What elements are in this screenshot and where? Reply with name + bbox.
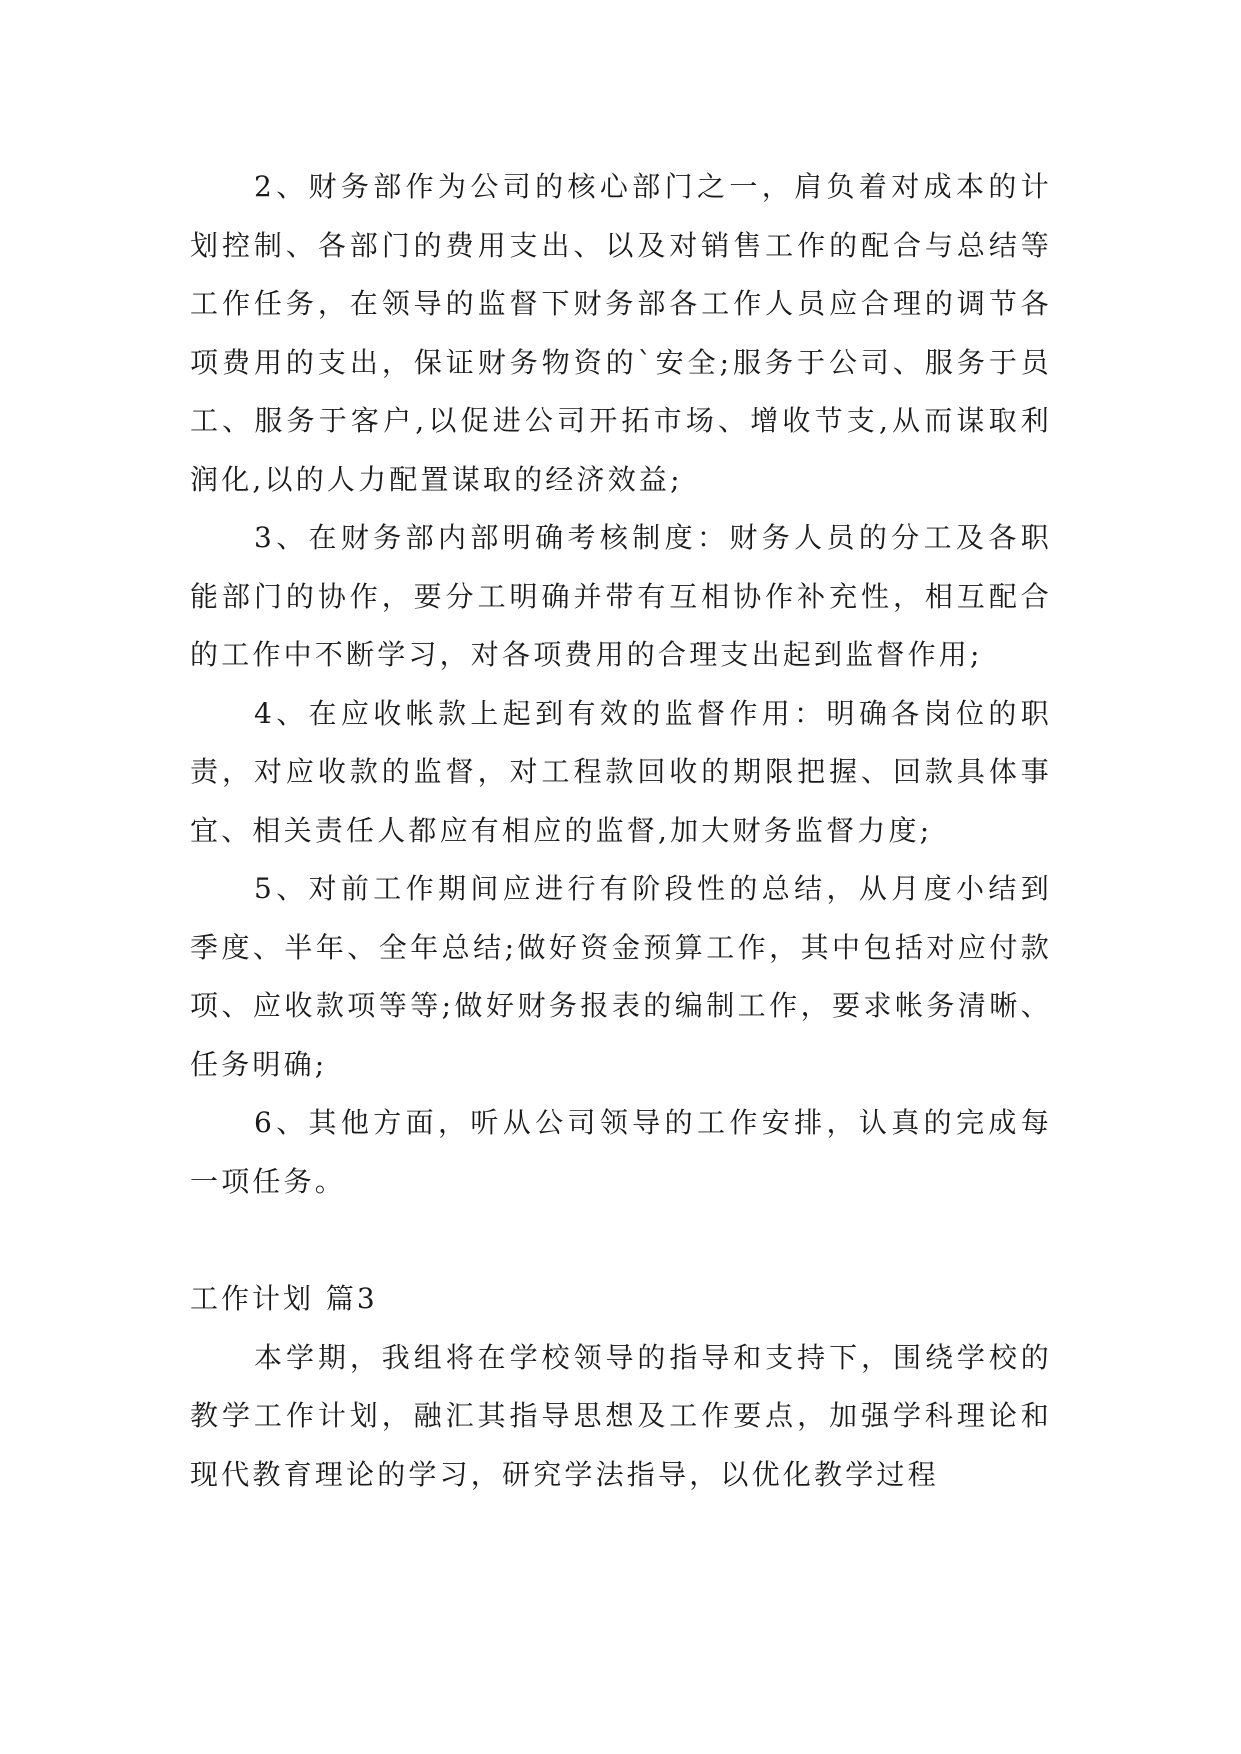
paragraph-item-3: 3、在财务部内部明确考核制度：财务人员的分工及各职能部门的协作，要分工明确并带有互相协作补充性，相互配合的工作中不断学习，对各项费用的合理支出起到监督作用;: [190, 521, 1052, 671]
section-heading: 工作计划 篇3: [190, 1282, 378, 1315]
document-body: [190, 158, 1052, 1504]
paragraph-item-2: 2、财务部作为公司的核心部门之一，肩负着对成本的计划控制、各部门的费用支出、以及对销售工作的配合与总结等工作任务，在领导的监督下财务部各工作人员应合理的调节各项费用的支出，保证财务物资的`安全;服务于公司、服务于员工、服务于客户,以促进公司开拓市场、增收节支,从而谋取利润化,以的人力配置谋取的经济效益;: [190, 170, 1052, 496]
paragraph-section-intro: 本学期，我组将在学校领导的指导和支持下，围绕学校的教学工作计划，融汇其指导思想及工作要点，加强学科理论和现代教育理论的学习，研究学法指导，以优化教学过程: [190, 1340, 1052, 1491]
paragraph-item-6: 6、其他方面，听从公司领导的工作安排，认真的完成每一项任务。: [190, 1106, 1052, 1198]
paragraph-item-5: 5、对前工作期间应进行有阶段性的总结，从月度小结到季度、半年、全年总结;做好资金预算工作，其中包括对应付款项、应收款项等等;做好财务报表的编制工作，要求帐务清晰、任务明确;: [190, 872, 1052, 1081]
paragraph-item-4: 4、在应收帐款上起到有效的监督作用：明确各岗位的职责，对应收款的监督，对工程款回收的期限把握、回款具体事宜、相关责任人都应有相应的监督,加大财务监督力度;: [190, 696, 1052, 847]
